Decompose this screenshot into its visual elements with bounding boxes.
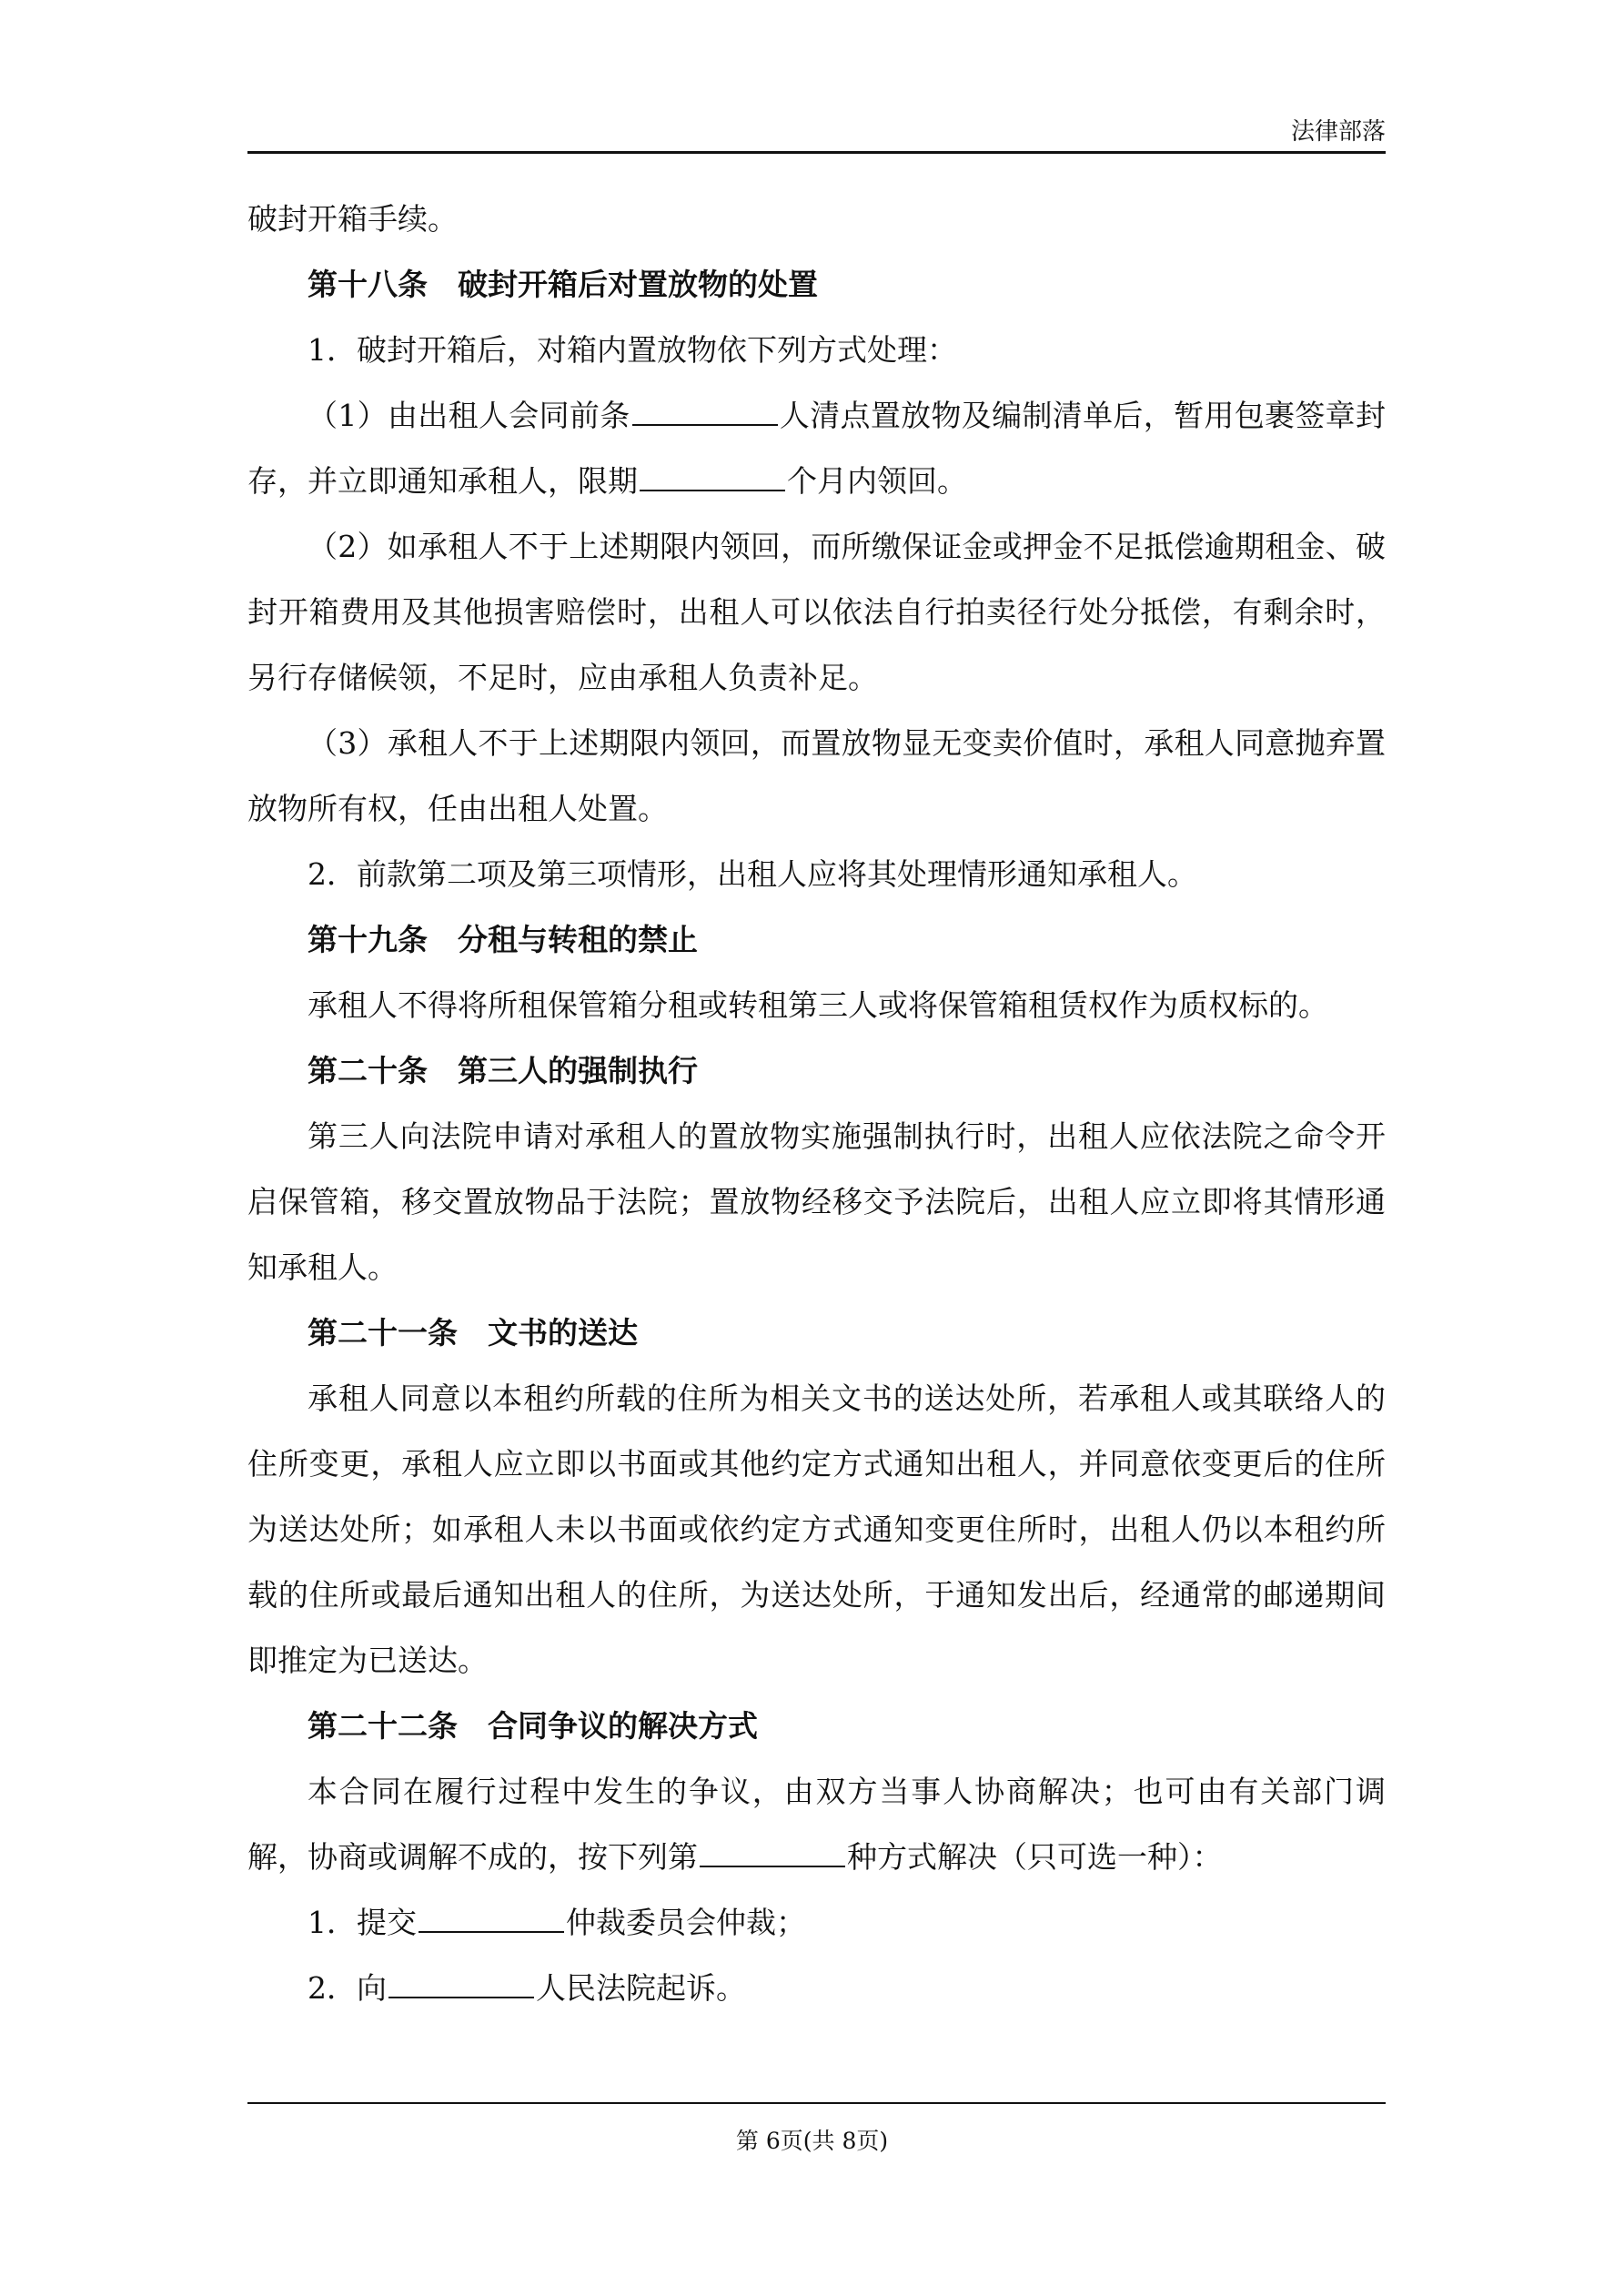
article-21-title: 第二十一条 文书的送达: [308, 1315, 638, 1350]
text-segment: （1）由出租人会同前条: [308, 398, 630, 433]
paragraph: 1．破封开箱后，对箱内置放物依下列方式处理：: [308, 332, 957, 368]
paragraph: （3）承租人不于上述期限内领回，而置放物显无变卖价值时，承租人同意抛弃置放物所有权，任由出租人处置。: [247, 725, 1386, 826]
article-19-title: 第十九条 分租与转租的禁止: [308, 922, 698, 957]
article-18-title: 第十八条 破封开箱后对置放物的处置: [308, 267, 818, 302]
header-title: 法律部落: [1290, 118, 1386, 146]
fill-in-blank: [700, 1838, 845, 1867]
document-body: [247, 187, 1386, 2021]
text-segment: 仲裁委员会仲裁；: [566, 1905, 806, 1940]
paragraph: 承租人同意以本租约所载的住所为相关文书的送达处所，若承租人或其联络人的住所变更，承租人应立即以书面或其他约定方式通知出租人，并同意依变更后的住所为送达处所；如承租人未以书面或依约定方式通知变更住所时，出租人仍以本租约所载的住所或最后通知出租人的住所，为送达处所，于通知发出后，经通常的邮递期间即推定为已送达。: [247, 1381, 1386, 1678]
paragraph: 2．前款第二项及第三项情形，出租人应将其处理情形通知承租人。: [308, 856, 1197, 892]
article-20-title: 第二十条 第三人的强制执行: [308, 1053, 698, 1088]
paragraph: 第三人向法院申请对承租人的置放物实施强制执行时，出租人应依法院之命令开启保管箱，移交置放物品于法院；置放物经移交予法院后，出租人应立即将其情形通知承租人。: [247, 1118, 1386, 1285]
paragraph: （2）如承租人不于上述期限内领回，而所缴保证金或押金不足抵偿逾期租金、破封开箱费用及其他损害赔偿时，出租人可以依法自行拍卖径行处分抵偿，有剩余时，另行存储候领，不足时，应由承租人负责补足。: [247, 529, 1386, 695]
fill-in-blank: [640, 462, 785, 491]
paragraph: [247, 1890, 1386, 1956]
paragraph: [247, 1956, 1386, 2021]
page-number: 第 6页(共 8页): [735, 2128, 889, 2154]
paragraph: [247, 383, 1386, 514]
text-segment: 2．向: [308, 1970, 387, 2006]
text-segment: 本合同在履行过程中发生的争议，由双方当事人协商解决；也可由有关部门调解，协商或调解不成的，按下列第: [247, 1774, 1386, 1875]
text-segment: 种方式解决（只可选一种）：: [847, 1839, 1223, 1875]
text-segment: 个月内领回。: [787, 463, 967, 499]
text-segment: 1．提交: [308, 1905, 417, 1940]
fill-in-blank: [419, 1904, 564, 1933]
fill-in-blank: [388, 1969, 534, 1998]
paragraph: 承租人不得将所租保管箱分租或转租第三人或将保管箱租赁权作为质权标的。: [308, 987, 1328, 1023]
fill-in-blank: [632, 397, 778, 426]
paragraph: 破封开箱手续。: [247, 201, 458, 237]
paragraph: [247, 1759, 1386, 1890]
text-segment: 人民法院起诉。: [536, 1970, 746, 2006]
text-segment: 人清点置放物及编制清单后，暂用包裹签章封存，并立即通知承租人，限期: [247, 398, 1386, 499]
header-divider: [247, 151, 1386, 154]
footer-divider: [247, 2102, 1386, 2104]
article-22-title: 第二十二条 合同争议的解决方式: [308, 1708, 758, 1744]
